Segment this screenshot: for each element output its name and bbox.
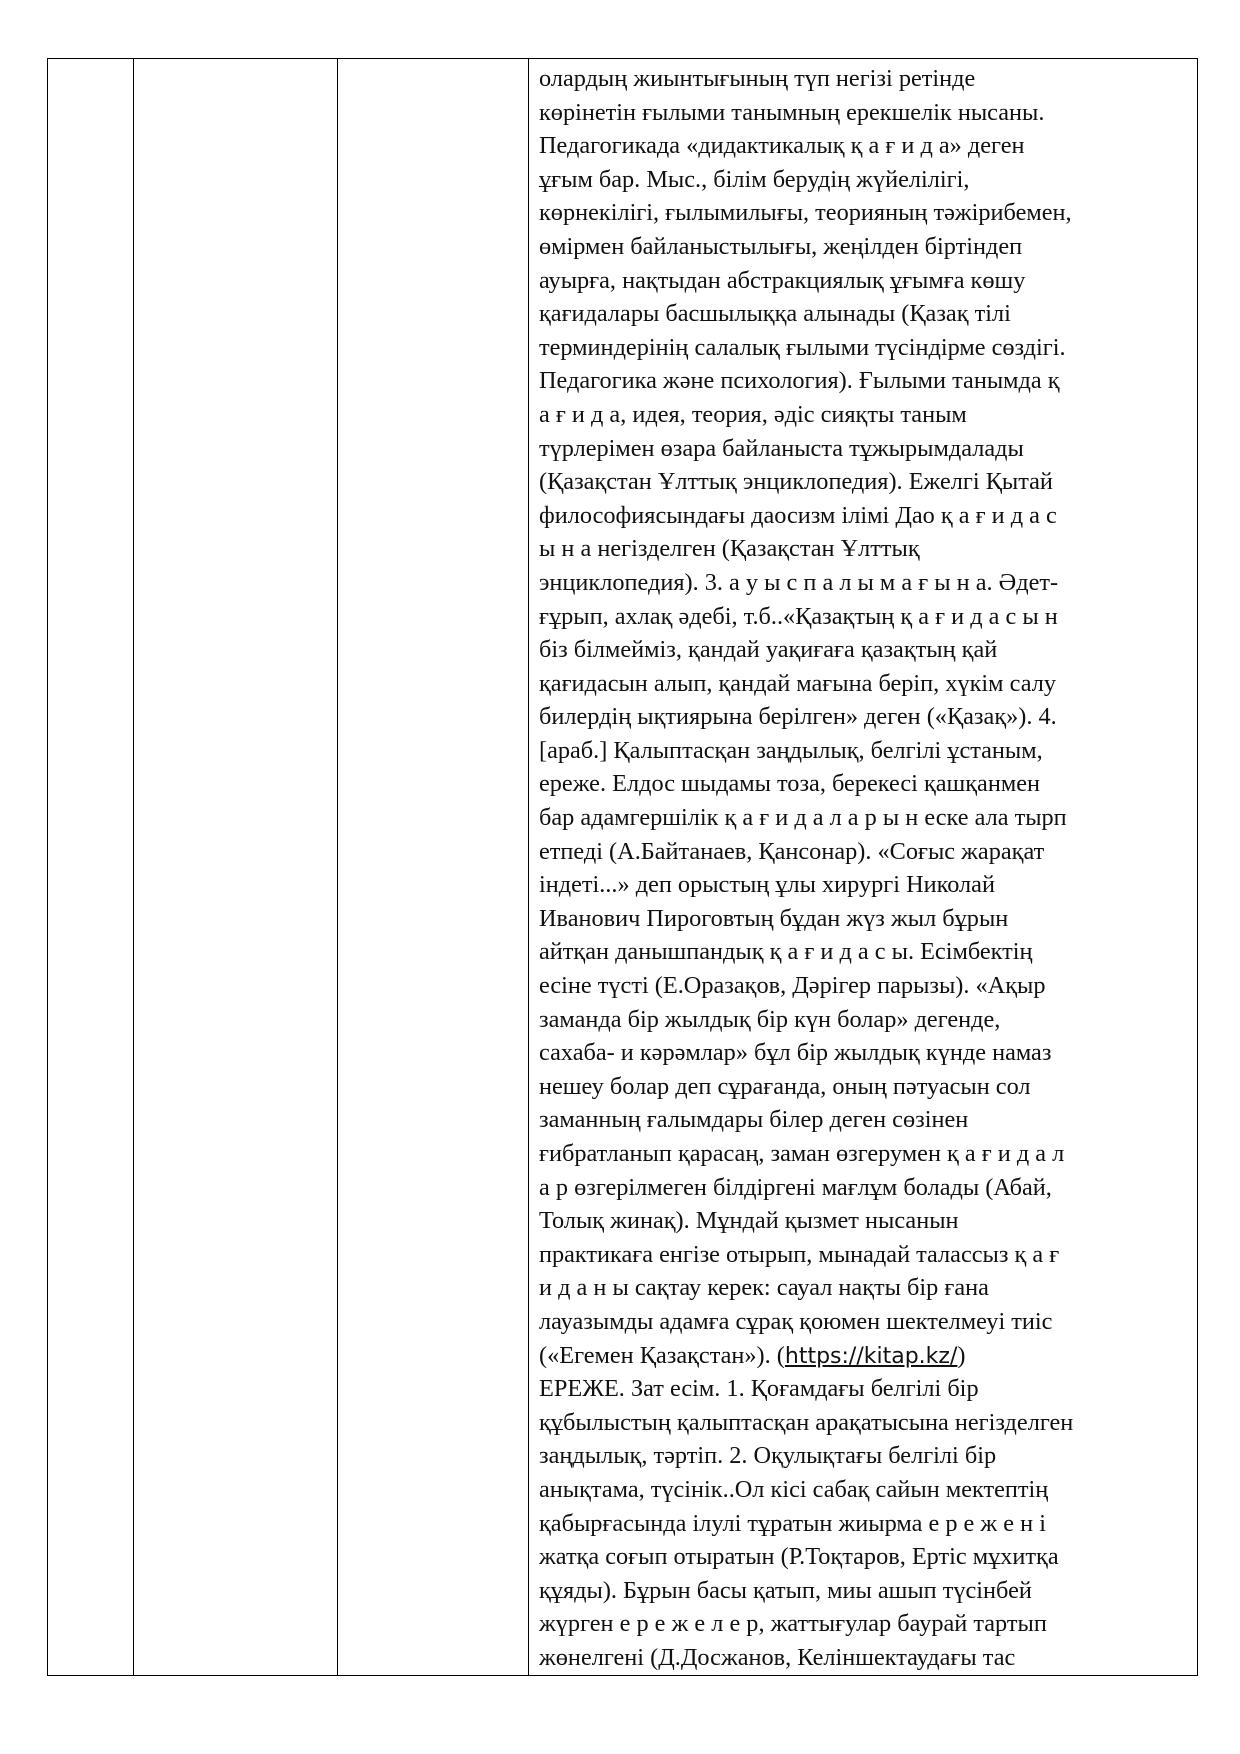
text-line: жүрген е р е ж е л е р, жаттығулар баурай тартып — [539, 1610, 1047, 1638]
text-line: заманда бір жылдық бір күн болар» дегенде, — [539, 1005, 1001, 1033]
text-line: көрнекілігі, ғылымилығы, теорияның тәжірибемен, — [539, 199, 1072, 227]
text-line: көрінетін ғылыми танымның ерекшелік нысаны. — [539, 98, 1045, 126]
text-line: олардың жиынтығының түп негізі ретінде — [539, 65, 976, 92]
text-fragment: («Егемен Қазақстан»). ( — [539, 1341, 785, 1369]
text-line: қағидалары басшылыққа алынады (Қазақ тілі — [539, 300, 1011, 328]
text-line: ереже. Елдос шыдамы тоза, берекесі қашқанмен — [539, 770, 1040, 798]
text-line: Иванович Пироговтың бұдан жүз жыл бұрын — [539, 904, 1009, 932]
text-line: заңдылық, тәртіп. 2. Оқулықтағы белгілі бір — [539, 1442, 997, 1470]
text-line: нешеу болар деп сұрағанда, оның пәтуасын сол — [539, 1072, 1031, 1100]
text-line: билердің ықтиярына берілген» деген («Қазақ»). 4. — [539, 703, 1057, 731]
text-line: и д а н ы сақтау керек: сауал нақты бір ғана — [539, 1274, 989, 1302]
text-line: ЕРЕЖЕ. Зат есім. 1. Қоғамдағы белгілі бір — [539, 1375, 979, 1403]
text-line: лауазымды адамға сұрақ қоюмен шектелмеуі тиіс — [539, 1307, 1053, 1335]
text-line: философиясындағы даосизм ілімі Дао қ а ғ и д а с — [539, 501, 1057, 529]
text-line: Толық жинақ). Мұндай қызмет нысанын — [539, 1207, 959, 1235]
text-line: ұғым бар. Мыс., білім берудің жүйелілігі, — [539, 165, 970, 193]
text-line: індеті...» деп орыстың ұлы хирургі Николай — [539, 871, 995, 899]
text-line: а ғ и д а, идея, теория, әдіс сияқты таным — [539, 400, 967, 428]
text-line: ы н а негізделген (Қазақстан Ұлттық — [539, 535, 920, 563]
text-line: ғұрып, ахлақ әдебі, т.б..«Қазақтың қ а ғ и д а с ы н — [539, 602, 1058, 630]
text-line: (Қазақстан Ұлттық энциклопедия). Ежелгі Қытай — [539, 468, 1053, 496]
text-line: етпеді (А.Байтанаев, Қансонар). «Соғыс жарақат — [539, 837, 1045, 865]
text-line: Педагогика және психология). Ғылыми танымда қ — [539, 367, 1060, 395]
text-line: есіне түсті (Е.Оразақов, Дәрігер парызы). «Ақыр — [539, 972, 1046, 1000]
text-line: сахаба- и кәрәмлар» бұл бір жылдық күнде намаз — [539, 1039, 1052, 1067]
text-line: жөнелгені (Д.Досжанов, Келіншектаудағы тас — [539, 1643, 1016, 1671]
text-line: түрлерімен өзара байланыста тұжырымдалады — [539, 434, 1024, 462]
text-line: қағидасын алып, қандай мағына беріп, хүкім салу — [539, 669, 1056, 697]
text-line: құбылыстың қалыптасқан арақатысына негізделген — [539, 1408, 1074, 1436]
text-line: Педагогикада «дидактикалық қ а ғ и д а» деген — [539, 132, 1025, 160]
term-cell — [134, 59, 338, 1676]
text-line: бар адамгершілік қ а ғ и д а л а р ы н еске ала тырп — [539, 804, 1067, 832]
text-line: практикаға енгізе отырып, мынадай талассыз қ а ғ — [539, 1240, 1060, 1268]
text-line: [араб.] Қалыптасқан заңдылық, белгілі ұстаным, — [539, 736, 1043, 764]
text-fragment: ) — [957, 1341, 966, 1369]
text-line: өмірмен байланыстылығы, жеңілден біртіндеп — [539, 232, 1023, 260]
text-line: біз білмейміз, қандай уақиғаға қазақтың қай — [539, 636, 998, 664]
text-line: терминдерінің салалық ғылыми түсіндірме сөздігі. — [539, 333, 1066, 361]
text-line: жатқа соғып отыратын (Р.Тоқтаров, Ертіс мұхитқа — [539, 1543, 1059, 1571]
citation-line — [539, 1339, 1191, 1373]
text-line: айтқан данышпандық қ а ғ и д а с ы. Есімбектің — [539, 938, 1033, 966]
dictionary-table — [47, 58, 1198, 1676]
text-line: заманның ғалымдары білер деген сөзінен — [539, 1106, 969, 1134]
table-row — [48, 59, 1198, 1676]
text-line: құяды). Бұрын басы қатып, миы ашып түсінбей — [539, 1576, 1032, 1604]
text-line: энциклопедия). 3. а у ы с п а л ы м а ғ ы н а. Әдет- — [539, 568, 1059, 596]
text-line: қабырғасында ілулі тұратын жиырма е р е ж е н і — [539, 1509, 1046, 1537]
definition-cell — [529, 59, 1198, 1676]
number-cell — [48, 59, 134, 1676]
text-line: а р өзгерілмеген білдіргені мағлұм болады (Абай, — [539, 1173, 1052, 1201]
text-line: анықтама, түсінік..Ол кісі сабақ сайын мектептің — [539, 1475, 1049, 1503]
kitap-link[interactable]: https://kitap.kz/ — [784, 1343, 958, 1369]
text-line: ауырға, нақтыдан абстракциялық ұғымға көшу — [539, 266, 1026, 294]
text-line: ғибратланып қарасаң, заман өзгерумен қ а ғ и д а л — [539, 1140, 1065, 1167]
translation-cell — [338, 59, 529, 1676]
